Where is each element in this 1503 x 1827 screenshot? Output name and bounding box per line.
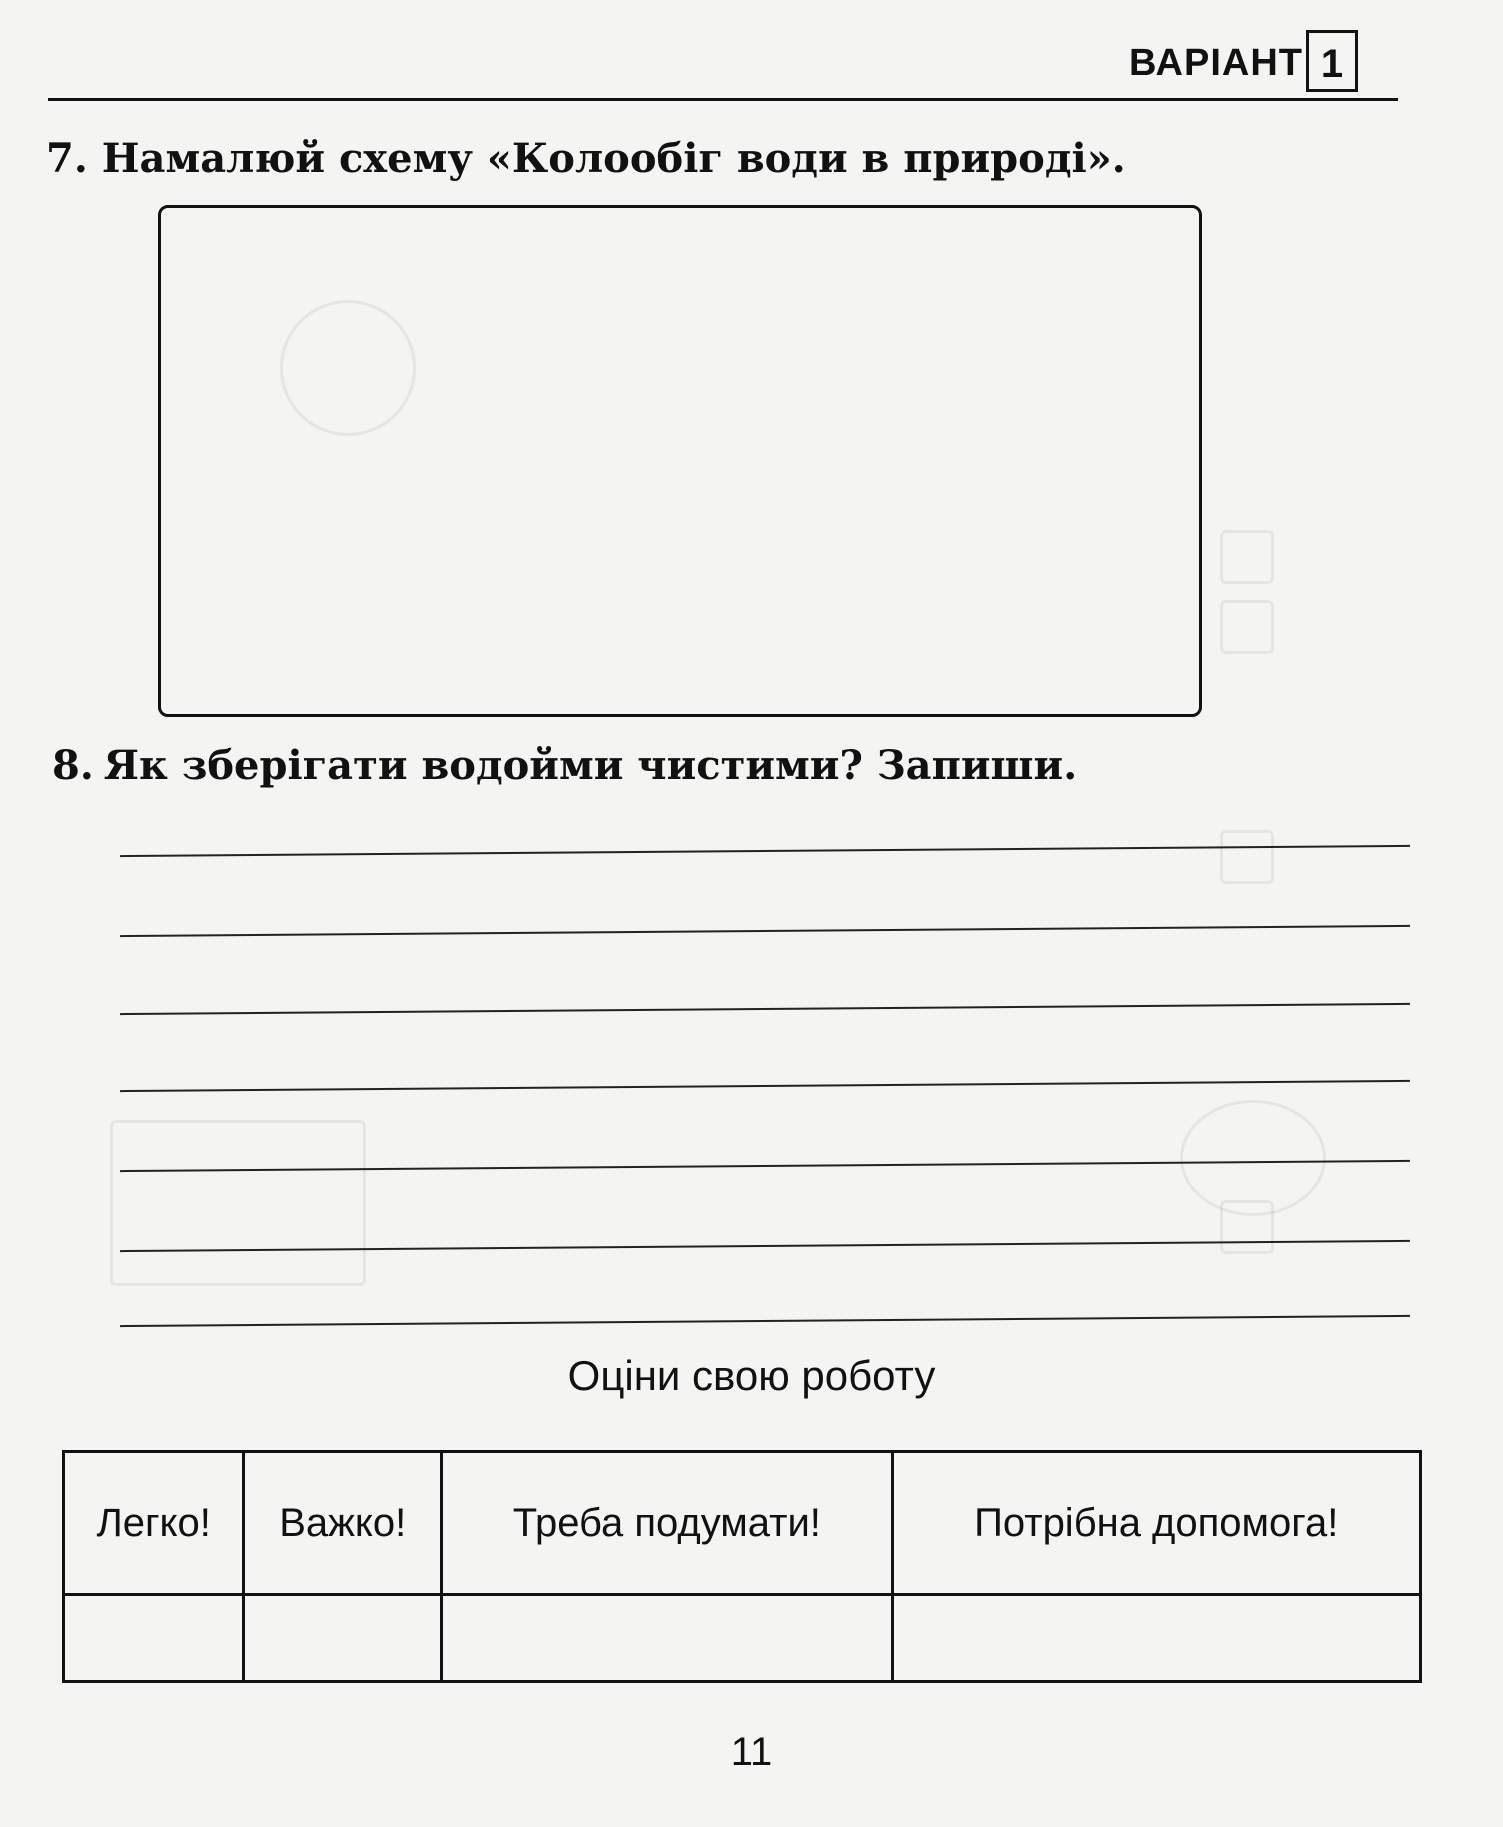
answer-line[interactable]: [120, 845, 1410, 857]
header-divider: [48, 98, 1398, 101]
bleed-through-shape: [110, 1120, 366, 1286]
answer-line[interactable]: [120, 1003, 1410, 1015]
self-assessment-table: [62, 1450, 1422, 1683]
bleed-through-shape: [1220, 830, 1274, 884]
answer-line[interactable]: [120, 1315, 1410, 1327]
rating-cell-help[interactable]: [892, 1595, 1421, 1682]
question-8-text: Як зберігати водойми чистими? Запиши.: [103, 742, 1078, 789]
answer-line[interactable]: [120, 1080, 1410, 1092]
drawing-area[interactable]: [158, 205, 1202, 717]
bleed-through-shape: [1180, 1100, 1326, 1216]
question-7-text: Намалюй схему «Колообіг води в природі».: [101, 135, 1126, 182]
rating-option-think: Треба подумати!: [442, 1452, 892, 1595]
question-7-number: 7.: [46, 135, 88, 182]
bleed-through-shape: [1220, 600, 1274, 654]
question-8-number: 8.: [52, 742, 94, 789]
rating-option-hard: Важко!: [244, 1452, 442, 1595]
rating-cell-hard[interactable]: [244, 1595, 442, 1682]
question-7-title: [46, 135, 1126, 182]
rating-header-row: [64, 1452, 1421, 1595]
self-assessment-title: Оціни свою роботу: [567, 1352, 936, 1399]
rating-cell-think[interactable]: [442, 1595, 892, 1682]
bleed-through-shape: [1220, 530, 1274, 584]
page-header: [48, 20, 1398, 100]
rating-mark-row: [64, 1595, 1421, 1682]
rating-option-easy: Легко!: [64, 1452, 244, 1595]
page-number: 11: [730, 1730, 773, 1774]
answer-line[interactable]: [120, 925, 1410, 937]
variant-label: ВАРІАНТ: [1129, 42, 1303, 84]
question-8-title: [52, 742, 1077, 789]
rating-cell-easy[interactable]: [64, 1595, 244, 1682]
variant-number-box: 1: [1306, 30, 1358, 92]
rating-option-help: Потрібна допомога!: [892, 1452, 1421, 1595]
